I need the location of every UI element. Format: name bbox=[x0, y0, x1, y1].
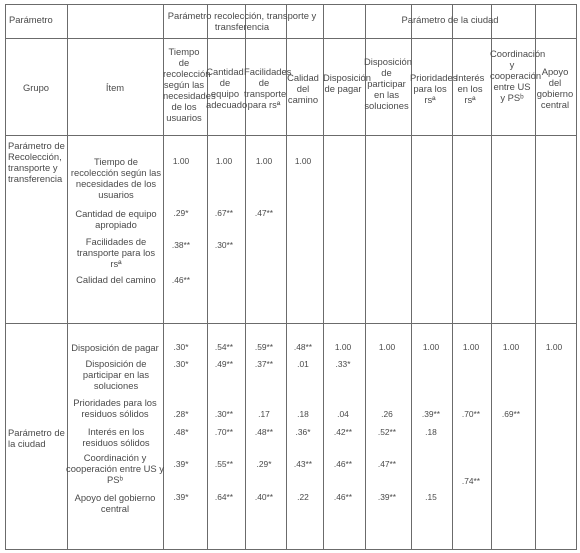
value-cell: 1.00 bbox=[294, 156, 312, 166]
value-cell: .30** bbox=[214, 240, 234, 250]
value-cell: .64** bbox=[214, 492, 234, 502]
value-cell: .47** bbox=[377, 459, 397, 469]
col-header-3: Facilidades de transporte para rsª bbox=[244, 66, 292, 110]
value-cell: 1.00 bbox=[215, 156, 233, 166]
header-group-ciudad: Parámetro de la ciudad bbox=[401, 14, 499, 25]
value-cell: .26 bbox=[381, 409, 393, 419]
value-cell: .55** bbox=[214, 459, 234, 469]
item-label: Prioridades para los residuos sólidos bbox=[73, 397, 157, 419]
value-cell: .30* bbox=[173, 342, 189, 352]
value-cell: .70** bbox=[214, 427, 234, 437]
value-cell: 1.00 bbox=[255, 156, 273, 166]
group-label-ciudad: Parámetro de la ciudad bbox=[8, 427, 65, 449]
value-cell: .46** bbox=[333, 459, 353, 469]
value-cell: 1.00 bbox=[422, 342, 440, 352]
col-header-9: Coordinación y cooperación entre US y PSᵇ bbox=[490, 48, 546, 103]
col-header-1: Tiempo de recolección según las necesidades de los usuarios bbox=[163, 46, 216, 123]
value-cell: .67** bbox=[214, 208, 234, 218]
col-header-6: Disposición de participar en las soluciones bbox=[364, 56, 412, 111]
value-cell: .29* bbox=[256, 459, 272, 469]
item-label: Facilidades de transporte para los rsª bbox=[76, 236, 156, 269]
item-label: Tiempo de recolección según las necesidades de los usuarios bbox=[70, 156, 162, 200]
row-rule bbox=[6, 323, 576, 324]
item-label: Calidad del camino bbox=[76, 274, 156, 285]
item-label: Apoyo del gobierno central bbox=[74, 492, 156, 514]
col-header-5: Disposición de pagar bbox=[323, 72, 371, 94]
value-cell: .48** bbox=[254, 427, 274, 437]
value-cell: .39** bbox=[377, 492, 397, 502]
header-parametro: Parámetro bbox=[9, 14, 53, 25]
value-cell: 1.00 bbox=[502, 342, 520, 352]
value-cell: .46** bbox=[171, 275, 191, 285]
header-item: Ítem bbox=[105, 82, 125, 93]
row-rule bbox=[6, 38, 576, 39]
value-cell: .17 bbox=[258, 409, 270, 419]
col-header-8: Interés en los rsª bbox=[455, 72, 485, 105]
value-cell: .30* bbox=[173, 359, 189, 369]
value-cell: .18 bbox=[425, 427, 437, 437]
value-cell: .43** bbox=[293, 459, 313, 469]
item-label: Cantidad de equipo apropiado bbox=[75, 208, 157, 230]
item-label: Coordinación y cooperación entre US y PSᵇ bbox=[66, 452, 164, 485]
value-cell: 1.00 bbox=[172, 156, 190, 166]
value-cell: .52** bbox=[377, 427, 397, 437]
item-label: Disposición de pagar bbox=[71, 342, 159, 353]
value-cell: .39** bbox=[421, 409, 441, 419]
value-cell: .39* bbox=[173, 492, 189, 502]
value-cell: .36* bbox=[295, 427, 311, 437]
value-cell: .37** bbox=[254, 359, 274, 369]
header-grupo: Grupo bbox=[22, 82, 50, 93]
value-cell: .48* bbox=[173, 427, 189, 437]
value-cell: 1.00 bbox=[378, 342, 396, 352]
value-cell: .01 bbox=[297, 359, 309, 369]
item-label: Interés en los residuos sólidos bbox=[82, 426, 150, 448]
value-cell: .48** bbox=[293, 342, 313, 352]
value-cell: .46** bbox=[333, 492, 353, 502]
header-group-recoleccion: Parámetro recolección, transporte y transferencia bbox=[167, 10, 317, 32]
value-cell: .38** bbox=[171, 240, 191, 250]
value-cell: .69** bbox=[501, 409, 521, 419]
value-cell: .28* bbox=[173, 409, 189, 419]
value-cell: .30** bbox=[214, 409, 234, 419]
col-header-4: Calidad del camino bbox=[287, 72, 319, 105]
value-cell: .54** bbox=[214, 342, 234, 352]
value-cell: .29* bbox=[173, 208, 189, 218]
value-cell: .39* bbox=[173, 459, 189, 469]
value-cell: .42** bbox=[333, 427, 353, 437]
value-cell: .04 bbox=[337, 409, 349, 419]
row-rule bbox=[6, 135, 576, 136]
col-header-2: Cantidad de equipo adecuado bbox=[206, 66, 248, 110]
value-cell: 1.00 bbox=[545, 342, 563, 352]
value-cell: .22 bbox=[297, 492, 309, 502]
value-cell: .18 bbox=[297, 409, 309, 419]
item-label: Disposición de participar en las soluciones bbox=[82, 358, 150, 391]
value-cell: 1.00 bbox=[334, 342, 352, 352]
value-cell: .49** bbox=[214, 359, 234, 369]
group-label-recoleccion: Parámetro de Recolección, transporte y transferencia bbox=[8, 140, 65, 184]
value-cell: 1.00 bbox=[462, 342, 480, 352]
value-cell: .33* bbox=[335, 359, 351, 369]
col-header-7: Prioridades para los rsª bbox=[410, 72, 458, 105]
value-cell: .40** bbox=[254, 492, 274, 502]
value-cell: .74** bbox=[461, 476, 481, 486]
value-cell: .59** bbox=[254, 342, 274, 352]
col-header-10: Apoyo del gobierno central bbox=[536, 66, 574, 110]
value-cell: .70** bbox=[461, 409, 481, 419]
value-cell: .47** bbox=[254, 208, 274, 218]
value-cell: .15 bbox=[425, 492, 437, 502]
